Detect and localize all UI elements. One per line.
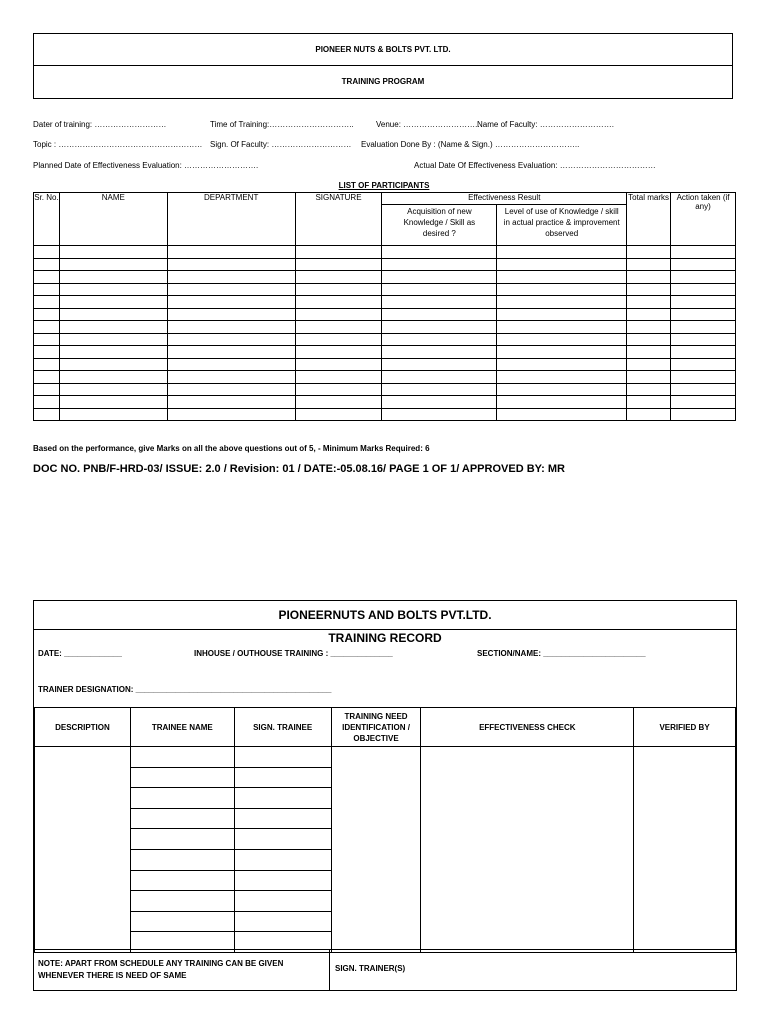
- marks-note: Based on the performance, give Marks on all the above questions out of 5, - Minimum Marks Required: 6: [33, 444, 430, 453]
- table-row[interactable]: [34, 346, 736, 359]
- table-row[interactable]: [34, 296, 736, 309]
- col-action: Action taken (if any): [671, 193, 736, 246]
- topic-field[interactable]: Topic : ………………………………………………: [33, 140, 203, 149]
- header-box: [33, 33, 733, 99]
- record-note: NOTE: APART FROM SCHEDULE ANY TRAINING CAN BE GIVEN WHENEVER THERE IS NEED OF SAME: [34, 950, 330, 991]
- table-row[interactable]: [34, 408, 736, 421]
- participants-table: [33, 192, 736, 421]
- table-row[interactable]: [34, 333, 736, 346]
- actual-date-field[interactable]: Actual Date Of Effectiveness Evaluation: ………………………………: [414, 161, 656, 170]
- col-department: DEPARTMENT: [167, 193, 295, 246]
- col-verified-by: VERIFIED BY: [634, 708, 736, 747]
- col-sign-trainee: SIGN. TRAINEE: [234, 708, 331, 747]
- effectiveness-cell[interactable]: [421, 747, 634, 953]
- form-title: TRAINING PROGRAM: [341, 77, 425, 86]
- table-row[interactable]: [34, 283, 736, 296]
- verified-by-cell[interactable]: [634, 747, 736, 953]
- col-sr: Sr. No.: [34, 193, 60, 246]
- date-field[interactable]: Dater of training: ………………………: [33, 120, 167, 129]
- description-cell[interactable]: [35, 747, 131, 953]
- table-row[interactable]: [34, 383, 736, 396]
- col-effectiveness: Effectiveness Result: [382, 193, 627, 205]
- table-row[interactable]: [34, 258, 736, 271]
- record-company: PIONEERNUTS AND BOLTS PVT.LTD.: [34, 601, 736, 630]
- record-title: TRAINING RECORD: [328, 631, 442, 645]
- col-trainee-name: TRAINEE NAME: [130, 708, 234, 747]
- col-description: DESCRIPTION: [35, 708, 131, 747]
- evaluation-by-field[interactable]: Evaluation Done By : (Name & Sign.) …………………………..: [361, 140, 580, 149]
- table-row[interactable]: [34, 271, 736, 284]
- doc-number: DOC NO. PNB/F-HRD-03/ ISSUE: 2.0 / Revision: 01 / DATE:-05.08.16/ PAGE 1 OF 1/ APPROVED BY: MR: [33, 463, 565, 475]
- table-row[interactable]: [34, 308, 736, 321]
- col-total: Total marks: [627, 193, 671, 246]
- training-need-cell[interactable]: [331, 747, 421, 953]
- trainer-designation-field[interactable]: TRAINER DESIGNATION: ____________________________________________: [38, 685, 332, 694]
- record-date-field[interactable]: DATE: _____________: [38, 649, 122, 658]
- col-effectiveness-check: EFFECTIVENESS CHECK: [421, 708, 634, 747]
- section-field[interactable]: SECTION/NAME: _______________________: [477, 649, 646, 658]
- sign-faculty-field[interactable]: Sign. Of Faculty: …………………………: [210, 140, 352, 149]
- record-table: [34, 707, 736, 953]
- col-level: Level of use of Knowledge / skill in actual practice & improvement observed: [497, 205, 627, 246]
- venue-field[interactable]: Venue: ………………………..: [376, 120, 480, 129]
- col-acquisition: Acquisition of new Knowledge / Skill as desired ?: [382, 205, 497, 246]
- participants-title: LIST OF PARTICIPANTS: [338, 181, 430, 190]
- faculty-field[interactable]: Name of Faculty: ……………………….: [477, 120, 614, 129]
- table-row[interactable]: [34, 246, 736, 259]
- planned-date-field[interactable]: Planned Date of Effectiveness Evaluation: ……………………….: [33, 161, 259, 170]
- col-training-need: TRAINING NEED IDENTIFICATION / OBJECTIVE: [331, 708, 421, 747]
- table-row[interactable]: [34, 396, 736, 409]
- table-row[interactable]: [34, 371, 736, 384]
- record-footer: [34, 949, 736, 991]
- training-record-form: [33, 600, 737, 991]
- col-name: NAME: [59, 193, 167, 246]
- sign-trainer-label[interactable]: SIGN. TRAINER(S): [335, 964, 406, 973]
- company-name: PIONEER NUTS & BOLTS PVT. LTD.: [34, 34, 732, 66]
- time-field[interactable]: Time of Training:…………………………..: [210, 120, 354, 129]
- table-row[interactable]: [35, 747, 736, 768]
- table-row[interactable]: [34, 358, 736, 371]
- table-row[interactable]: [34, 321, 736, 334]
- col-signature: SIGNATURE: [295, 193, 382, 246]
- inhouse-field[interactable]: INHOUSE / OUTHOUSE TRAINING : ______________: [194, 649, 393, 658]
